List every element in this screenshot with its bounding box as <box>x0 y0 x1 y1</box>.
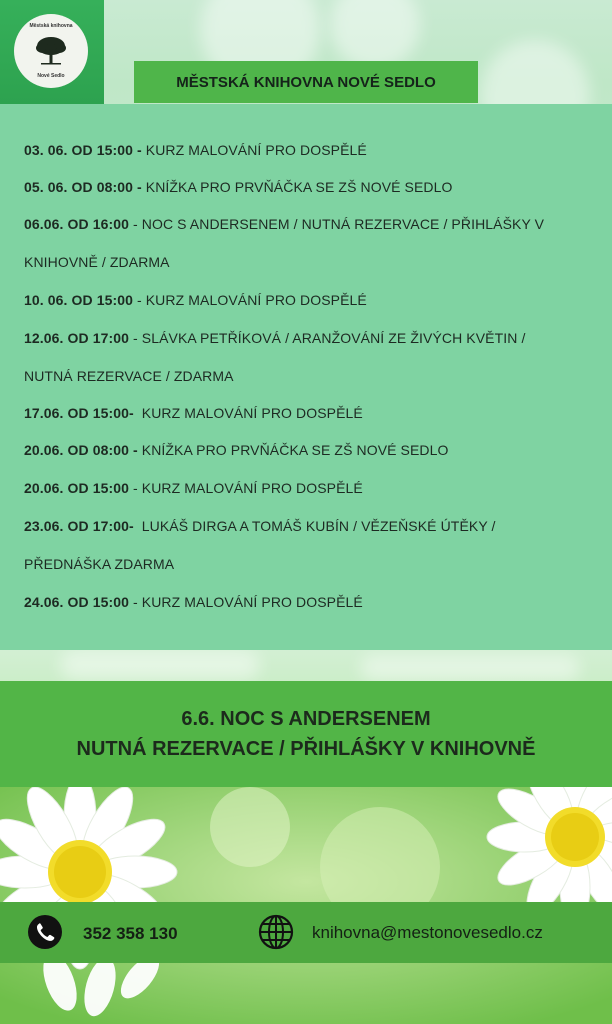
logo-text-bottom: Nové Sedlo <box>37 73 65 79</box>
event-item <box>24 131 594 169</box>
event-date: 24.06. OD 15:00 <box>24 594 130 610</box>
event-date: 05. 06. OD 08:00 - <box>24 179 142 195</box>
bokeh-light <box>60 650 260 680</box>
event-desc: - KURZ MALOVÁNÍ PRO DOSPĚLÉ <box>129 480 363 496</box>
event-date: 20.06. OD 08:00 - <box>24 442 138 458</box>
event-item-continuation <box>24 545 594 583</box>
bokeh-light <box>360 655 580 681</box>
event-item-continuation <box>24 357 594 395</box>
email-address[interactable]: knihovna@mestonovesedlo.cz <box>312 923 543 942</box>
event-date: 10. 06. OD 15:00 <box>24 292 133 308</box>
event-desc: LUKÁŠ DIRGA A TOMÁŠ KUBÍN / VĚZEŇSKÉ ÚTĚKY / <box>133 518 496 534</box>
event-date: 03. 06. OD 15:00 - <box>24 142 142 158</box>
event-desc: PŘEDNÁŠKA ZDARMA <box>24 556 175 572</box>
event-desc: KURZ MALOVÁNÍ PRO DOSPĚLÉ <box>133 405 363 421</box>
event-desc: KNIHOVNĚ / ZDARMA <box>24 254 170 270</box>
globe-icon <box>257 913 295 951</box>
event-date: 23.06. OD 17:00- <box>24 518 134 534</box>
event-desc: - NOC S ANDERSENEM / NUTNÁ REZERVACE / PŘIHLÁŠKY V <box>129 216 545 232</box>
highlight-banner <box>0 681 612 787</box>
event-date: 17.06. OD 15:00- <box>24 405 134 421</box>
event-desc: KURZ MALOVÁNÍ PRO DOSPĚLÉ <box>141 142 367 158</box>
event-date: 20.06. OD 15:00 <box>24 480 130 496</box>
event-desc: - KURZ MALOVÁNÍ PRO DOSPĚLÉ <box>129 594 363 610</box>
event-item <box>24 583 594 621</box>
event-date: 12.06. OD 17:00 <box>24 330 130 346</box>
logo-box <box>0 0 104 104</box>
event-item-continuation <box>24 243 594 281</box>
event-desc: - KURZ MALOVÁNÍ PRO DOSPĚLÉ <box>133 292 367 308</box>
library-logo <box>14 14 88 88</box>
event-desc: NUTNÁ REZERVACE / ZDARMA <box>24 368 234 384</box>
event-item <box>24 205 594 243</box>
event-item <box>24 469 594 507</box>
event-item <box>24 431 594 469</box>
event-item <box>24 394 594 432</box>
bokeh-light <box>330 0 420 70</box>
event-item <box>24 507 594 545</box>
event-item <box>24 168 594 206</box>
event-date: 06.06. OD 16:00 <box>24 216 130 232</box>
events-panel <box>0 104 612 650</box>
banner-line-2: NUTNÁ REZERVACE / PŘIHLÁŠKY V KNIHOVNĚ <box>76 738 536 760</box>
banner-line-1: 6.6. NOC S ANDERSENEM <box>181 708 431 730</box>
tree-icon <box>33 33 69 69</box>
logo-text-top: Městská knihovna <box>29 23 73 29</box>
event-item <box>24 319 594 357</box>
page-title: MĚSTSKÁ KNIHOVNA NOVÉ SEDLO <box>134 61 478 103</box>
event-desc: KNÍŽKA PRO PRVŇÁČKA SE ZŠ NOVÉ SEDLO <box>141 179 453 195</box>
event-desc: KNÍŽKA PRO PRVŇÁČKA SE ZŠ NOVÉ SEDLO <box>137 442 449 458</box>
event-item <box>24 281 594 319</box>
event-desc: - SLÁVKA PETŘÍKOVÁ / ARANŽOVÁNÍ ZE ŽIVÝCH KVĚTIN / <box>129 330 526 346</box>
phone-icon <box>27 914 63 950</box>
phone-number[interactable]: 352 358 130 <box>83 924 178 943</box>
